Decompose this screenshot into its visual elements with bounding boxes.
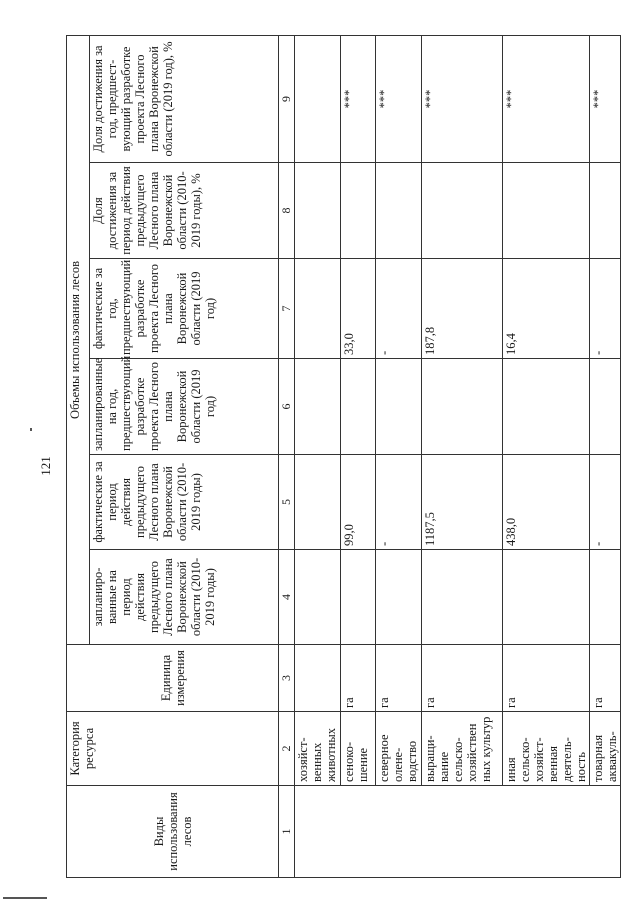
planned-period-cell: [422, 550, 503, 645]
unit-cell: га: [422, 645, 503, 712]
planned-period-cell: [295, 550, 341, 645]
planned-year-cell: [503, 359, 590, 455]
column-number-row: [279, 35, 295, 877]
actual-period-cell: 438,0: [503, 455, 590, 550]
planned-period-cell: [376, 550, 422, 645]
actual-year-cell: 16,4: [503, 259, 590, 359]
resource-usage-table: [66, 35, 621, 878]
actual-period-cell: 99,0: [341, 455, 376, 550]
table-row: [422, 35, 503, 877]
actual-period-cell: [295, 455, 341, 550]
actual-period-cell: -: [590, 455, 621, 550]
resource-cell: хозяйст-венных животных: [295, 712, 341, 786]
share-year-cell: ***: [376, 35, 422, 162]
unit-cell: га: [590, 645, 621, 712]
actual-year-cell: 33,0: [341, 259, 376, 359]
col-number: 7: [279, 259, 295, 359]
actual-period-cell: -: [376, 455, 422, 550]
share-year-cell: ***: [422, 35, 503, 162]
col-number: 2: [279, 712, 295, 786]
table-row: [295, 35, 341, 877]
actual-year-cell: [295, 259, 341, 359]
header-unit: Единица измерения: [67, 645, 279, 712]
col-number: 9: [279, 35, 295, 162]
actual-year-cell: -: [590, 259, 621, 359]
header-usage-type: Виды использования лесов: [67, 786, 279, 878]
planned-year-cell: [341, 359, 376, 455]
planned-period-cell: [503, 550, 590, 645]
share-period-cell: [341, 163, 376, 259]
planned-year-cell: [376, 359, 422, 455]
col-number: 6: [279, 359, 295, 455]
header-actual-year: фактические за год, предшествующий разработке проекта Лесного плана Воронежской области (2019 год): [90, 259, 279, 359]
planned-year-cell: [295, 359, 341, 455]
planned-period-cell: [590, 550, 621, 645]
col-number: 8: [279, 163, 295, 259]
usage-type-cell: [295, 786, 621, 878]
table-row: [341, 35, 376, 877]
share-year-cell: ***: [590, 35, 621, 162]
unit-cell: [295, 645, 341, 712]
col-number: 4: [279, 550, 295, 645]
resource-cell: сеноко-шение: [341, 712, 376, 786]
rotated-table-container: [66, 36, 620, 878]
col-number: 3: [279, 645, 295, 712]
resource-cell: выращи-вание сельско-хозяйствен ных культур: [422, 712, 503, 786]
share-period-cell: [422, 163, 503, 259]
share-year-cell: ***: [503, 35, 590, 162]
header-planned-year: запланированные на год, предшествующий разработке проекта Лесного плана Воронежской области (2019 год): [90, 359, 279, 455]
share-period-cell: [376, 163, 422, 259]
page-number: 121: [38, 456, 53, 476]
col-number: 1: [279, 786, 295, 878]
planned-year-cell: [590, 359, 621, 455]
table-row: [376, 35, 422, 877]
share-period-cell: [503, 163, 590, 259]
table-row: [590, 35, 621, 877]
actual-year-cell: 187,8: [422, 259, 503, 359]
share-period-cell: [295, 163, 341, 259]
header-actual-period: фактические за период действия предыдущего Лесного плана Воронежской области (2010-2019 годы): [90, 455, 279, 550]
planned-period-cell: [341, 550, 376, 645]
share-year-cell: [295, 35, 341, 162]
scan-dot: [30, 428, 32, 431]
actual-period-cell: 1187,5: [422, 455, 503, 550]
actual-year-cell: -: [376, 259, 422, 359]
col-number: 5: [279, 455, 295, 550]
resource-cell: товарная аквакуль-: [590, 712, 621, 786]
header-resource-category: Категория ресурса: [67, 712, 279, 786]
resource-cell: иная сельско-хозяйст-венная деятель-ность: [503, 712, 590, 786]
resource-cell: северное олене-водство: [376, 712, 422, 786]
unit-cell: га: [503, 645, 590, 712]
header-usage-volumes: Объемы использования лесов: [67, 35, 90, 644]
scan-mark: [3, 897, 47, 899]
header-share-period: Доля достижения за период действия предыдущего Лесного плана Воронежской области (2010-2019 годы), %: [90, 163, 279, 259]
planned-year-cell: [422, 359, 503, 455]
header-share-year: Доля достижения за год, предшест-вующий разработке проекта Лесного плана Воронежской области (2019 год), %: [90, 35, 279, 162]
share-period-cell: [590, 163, 621, 259]
unit-cell: га: [376, 645, 422, 712]
table-row: [503, 35, 590, 877]
unit-cell: га: [341, 645, 376, 712]
header-planned-period: запланиро-ванные на период действия предыдущего Лесного плана Воронежской области (2010-2019 годы): [90, 550, 279, 645]
share-year-cell: ***: [341, 35, 376, 162]
